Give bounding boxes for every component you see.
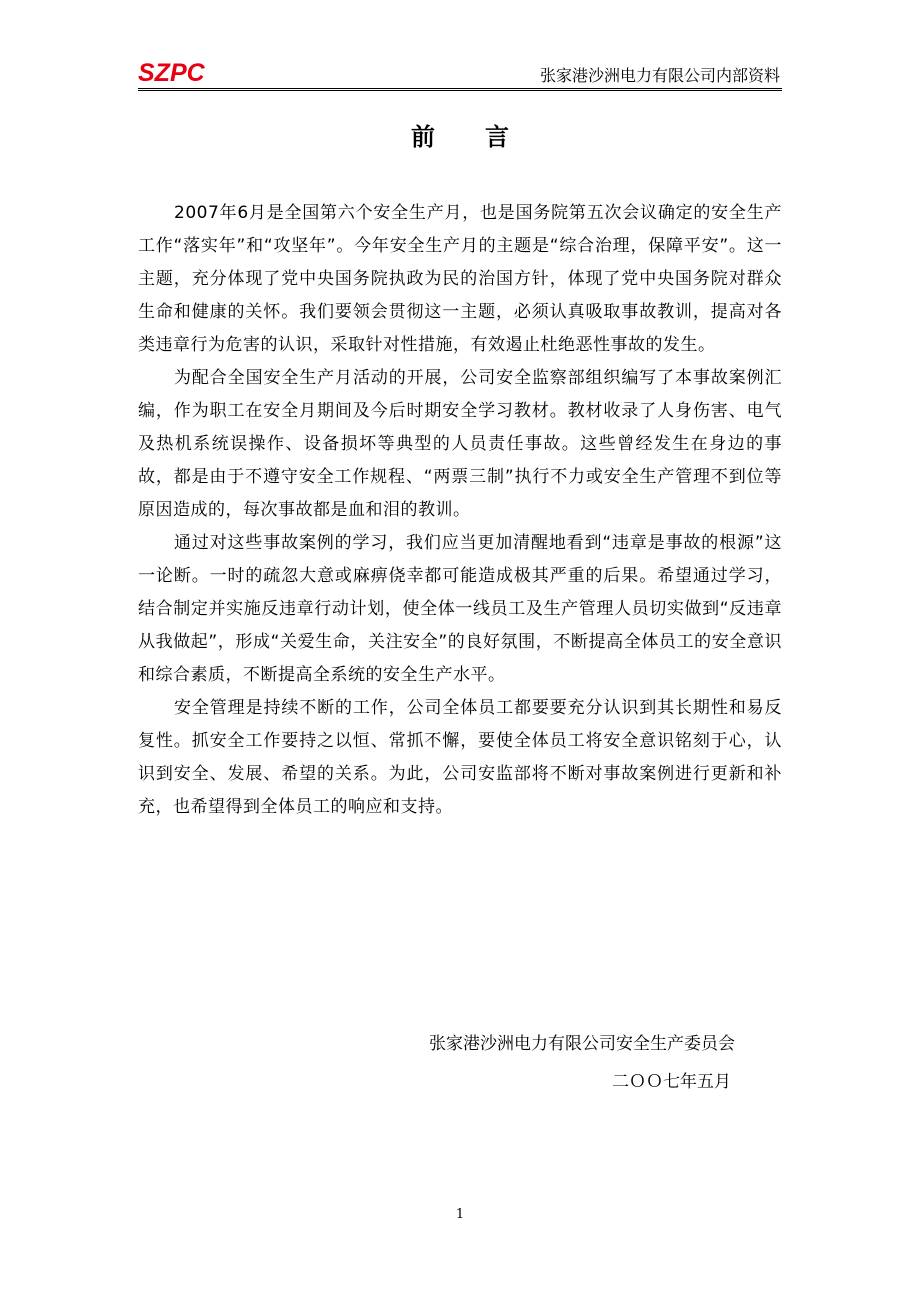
paragraph-4: 安全管理是持续不断的工作，公司全体员工都要要充分认识到其长期性和易反复性。抓安全工作要持之以恒、常抓不懈，要使全体员工将安全意识铭刻于心，认识到安全、发展、希望的关系。为此，公司安监部将不断对事故案例进行更新和补充，也希望得到全体员工的响应和支持。: [138, 698, 782, 817]
document-body: [138, 197, 782, 824]
header-title: 张家港沙洲电力有限公司内部资料: [539, 66, 780, 85]
paragraph-1: 2007年6月是全国第六个安全生产月，也是国务院第五次会议确定的安全生产工作“落实年”和“攻坚年”。今年安全生产月的主题是“综合治理，保障平安”。这一主题，充分体现了党中央国务院执政为民的治国方针，体现了党中央国务院对群众生命和健康的关怀。我们要领会贯彻这一主题，必须认真吸取事故教训，提高对各类违章行为危害的认识，采取针对性措施，有效遏止杜绝恶性事故的发生。: [138, 203, 782, 355]
signature-date: 二ＯＯ七年五月: [612, 1072, 731, 1092]
page-number: 1: [455, 1207, 465, 1222]
paragraph-3: 通过对这些事故案例的学习，我们应当更加清醒地看到“违章是事故的根源”这一论断。一时的疏忽大意或麻痹侥幸都可能造成极其严重的后果。希望通过学习，结合制定并实施反违章行动计划，使全体一线员工及生产管理人员切实做到“反违章从我做起”，形成“关爱生命，关注安全”的良好氛围，不断提高全体员工的安全意识和综合素质，不断提高全系统的安全生产水平。: [138, 533, 782, 685]
page-header: [138, 56, 782, 90]
company-logo: SZPC: [138, 59, 205, 87]
signature-organization: 张家港沙洲电力有限公司安全生产委员会: [429, 1034, 735, 1054]
header-rule: [138, 88, 782, 91]
paragraph-2: 为配合全国安全生产月活动的开展，公司安全监察部组织编写了本事故案例汇编，作为职工在安全月期间及今后时期安全学习教材。教材收录了人身伤害、电气及热机系统误操作、设备损坏等典型的人员责任事故。这些曾经发生在身边的事故，都是由于不遵守安全工作规程、“两票三制”执行不力或安全生产管理不到位等原因造成的，每次事故都是血和泪的教训。: [138, 368, 782, 520]
page-title: 前言: [411, 123, 559, 151]
